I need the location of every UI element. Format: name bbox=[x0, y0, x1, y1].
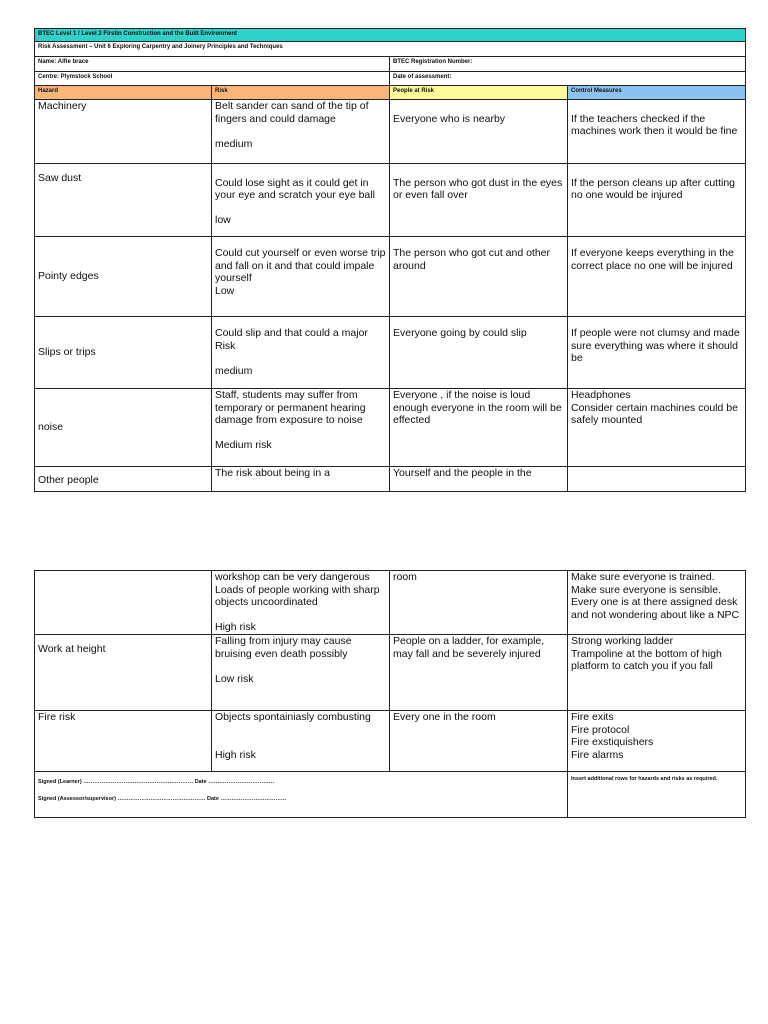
table-row bbox=[35, 317, 746, 389]
document-title: BTEC Level 1 / Level 2 Firstin Construction and the Built Environment bbox=[35, 29, 746, 42]
signature-block bbox=[35, 772, 568, 818]
people-cell: Yourself and the people in the bbox=[390, 467, 568, 492]
assessor-signature-line: Signed (Assessor/supervisor) ………………………………………… Date ……………………………… bbox=[38, 796, 287, 802]
column-header-control: Control Measures bbox=[568, 86, 746, 100]
people-cell: Everyone who is nearby bbox=[390, 100, 568, 164]
hazard-cell: Machinery bbox=[35, 100, 212, 164]
column-header-hazard: Hazard bbox=[35, 86, 212, 100]
table-row bbox=[35, 467, 746, 492]
table-row bbox=[35, 571, 746, 635]
risk-cell: Could cut yourself or even worse trip and fall on it and that could impale yourself Low bbox=[212, 237, 390, 317]
people-cell: People on a ladder, for example, may fall and be severely injured bbox=[390, 635, 568, 711]
centre-name: Centre: Plymstock School bbox=[35, 72, 390, 86]
people-cell: room bbox=[390, 571, 568, 635]
control-cell: Headphones Consider certain machines could be safely mounted bbox=[568, 389, 746, 467]
table-row bbox=[35, 164, 746, 237]
risk-cell: Belt sander can sand of the tip of fingers and could damage medium bbox=[212, 100, 390, 164]
table-row bbox=[35, 237, 746, 317]
people-cell: The person who got dust in the eyes or even fall over bbox=[390, 164, 568, 237]
risk-cell: The risk about being in a bbox=[212, 467, 390, 492]
table-row bbox=[35, 635, 746, 711]
people-cell: The person who got cut and other around bbox=[390, 237, 568, 317]
control-cell bbox=[568, 467, 746, 492]
people-cell: Everyone going by could slip bbox=[390, 317, 568, 389]
hazard-cell bbox=[35, 571, 212, 635]
learner-name: Name: Alfie brace bbox=[35, 57, 390, 72]
risk-cell: Could lose sight as it could get in your eye and scratch your eye ball low bbox=[212, 164, 390, 237]
registration-number: BTEC Registration Number: bbox=[390, 57, 746, 72]
control-cell: If people were not clumsy and made sure everything was where it should be bbox=[568, 317, 746, 389]
control-cell: If everyone keeps everything in the correct place no one will be injured bbox=[568, 237, 746, 317]
risk-cell: Objects spontainiasly combusting High risk bbox=[212, 711, 390, 772]
control-cell: Fire exits Fire protocol Fire exstiquishers Fire alarms bbox=[568, 711, 746, 772]
people-cell: Every one in the room bbox=[390, 711, 568, 772]
control-cell: Strong working ladder Trampoline at the bottom of high platform to catch you if you fall bbox=[568, 635, 746, 711]
risk-cell: workshop can be very dangerous Loads of people working with sharp objects uncoordinated High risk bbox=[212, 571, 390, 635]
hazard-cell: noise bbox=[35, 389, 212, 467]
table-row bbox=[35, 389, 746, 467]
control-cell: Make sure everyone is trained. Make sure everyone is sensible. Every one is at there assigned desk and not wondering about like a NPC bbox=[568, 571, 746, 635]
additional-rows-note: Insert additional rows for hazards and risks as required. bbox=[568, 772, 746, 818]
hazard-cell: Saw dust bbox=[35, 164, 212, 237]
people-cell: Everyone , if the noise is loud enough everyone in the room will be effected bbox=[390, 389, 568, 467]
learner-signature-line: Signed (Learner) …………………………………………………… Date ……………………………… bbox=[38, 779, 275, 785]
table-row bbox=[35, 711, 746, 772]
column-header-risk: Risk bbox=[212, 86, 390, 100]
document-subtitle: Risk Assessment – Unit 6 Exploring Carpentry and Joinery Principles and Techniques bbox=[35, 42, 746, 57]
assessment-date: Date of assessment: bbox=[390, 72, 746, 86]
column-header-people: People at Risk bbox=[390, 86, 568, 100]
control-cell: If the person cleans up after cutting no one would be injured bbox=[568, 164, 746, 237]
risk-cell: Staff, students may suffer from temporary or permanent hearing damage from exposure to noise Medium risk bbox=[212, 389, 390, 467]
hazard-cell: Slips or trips bbox=[35, 317, 212, 389]
hazard-cell: Fire risk bbox=[35, 711, 212, 772]
risk-cell: Falling from injury may cause bruising even death possibly Low risk bbox=[212, 635, 390, 711]
hazard-cell: Other people bbox=[35, 467, 212, 492]
risk-cell: Could slip and that could a major Risk medium bbox=[212, 317, 390, 389]
hazard-cell: Work at height bbox=[35, 635, 212, 711]
hazard-cell: Pointy edges bbox=[35, 237, 212, 317]
signature-row bbox=[35, 772, 746, 818]
table-row bbox=[35, 100, 746, 164]
risk-assessment-table-page-2 bbox=[34, 570, 746, 818]
control-cell: If the teachers checked if the machines work then it would be fine bbox=[568, 100, 746, 164]
risk-assessment-table-page-1 bbox=[34, 28, 746, 492]
